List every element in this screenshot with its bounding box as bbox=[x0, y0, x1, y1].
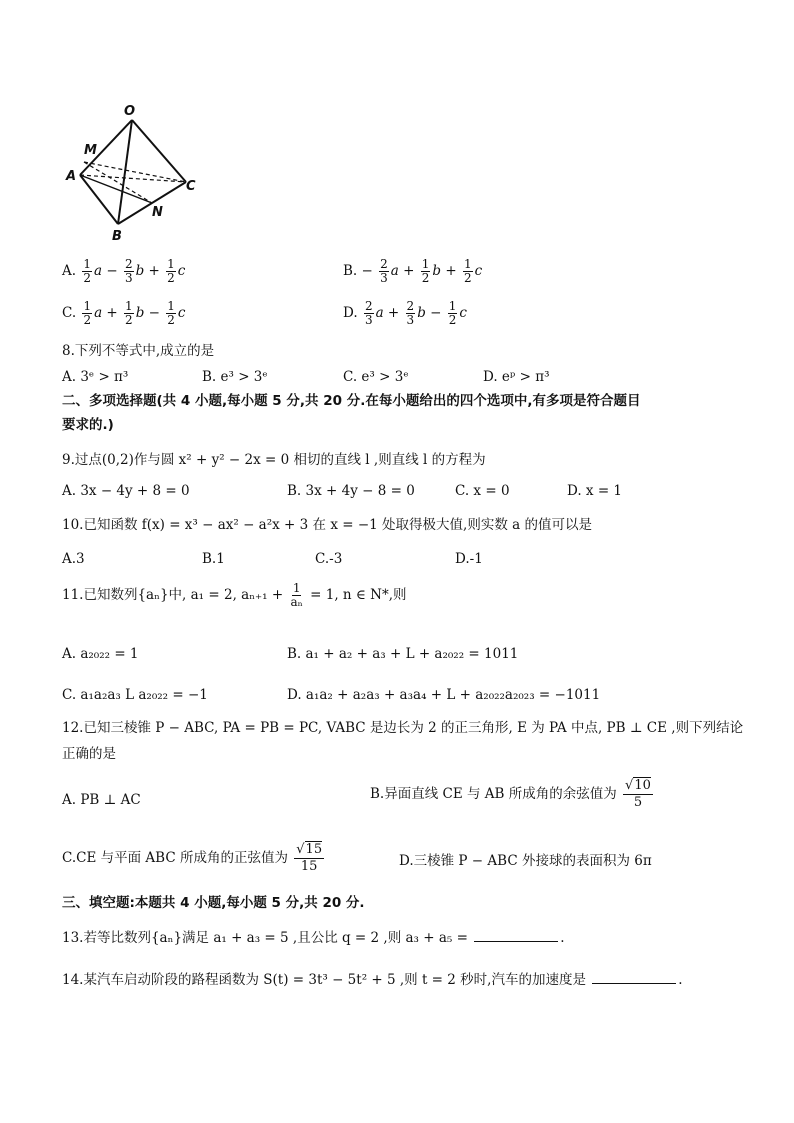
q7-option-a: A. $\frac{1}{2}$ a − $\frac{2}{3}$ b + $\frac{1}{2}$ c bbox=[62, 257, 186, 285]
label-A: A bbox=[66, 169, 77, 184]
q7-option-d: D. $\frac{2}{3}$ a + $\frac{2}{3}$ b − $\frac{1}{2}$ c bbox=[343, 299, 467, 327]
fraction: $\frac{1}{2}$ bbox=[448, 299, 457, 327]
q10-stem: 10.已知函数 f(x) = x³ − ax² − a²x + 3 在 x = −1 处取得极大值,则实数 a 的值可以是 bbox=[62, 517, 592, 533]
fraction: $\frac{2}{3}$ bbox=[380, 257, 388, 285]
q10-option-c: C.-3 bbox=[315, 551, 343, 567]
q7-option-c: C. $\frac{1}{2}$ a + $\frac{1}{2}$ b − $\frac{1}{2}$ c bbox=[62, 299, 186, 327]
q7-option-b-label: B. bbox=[343, 263, 358, 279]
fraction: $\frac{1}{2}$ bbox=[421, 257, 430, 285]
q12-option-c bbox=[62, 842, 324, 875]
q12-option-d: D.三棱锥 P − ABC 外接球的表面积为 6π bbox=[399, 853, 652, 869]
section-2-title-line2: 要求的.) bbox=[62, 417, 114, 433]
q14-stem-text: 14.某汽车启动阶段的路程函数为 S(t) = 3t³ − 5t² + 5 ,则 t = 2 秒时,汽车的加速度是 bbox=[62, 972, 586, 988]
label-N: N bbox=[152, 205, 163, 220]
q10-option-d: D.-1 bbox=[455, 551, 483, 567]
q14-stem bbox=[62, 970, 683, 989]
q12-stem-line2: 正确的是 bbox=[62, 746, 116, 762]
q7-option-a-label: A. bbox=[62, 263, 77, 279]
q12-option-c-den: 15 bbox=[300, 859, 318, 874]
q8-option-a: A. 3ᵉ > π³ bbox=[62, 369, 129, 385]
q11-stem-suffix: = 1, n ∈ N*,则 bbox=[310, 587, 407, 603]
fraction: $\frac{1}{2}$ bbox=[83, 299, 92, 327]
q13-stem-text: 13.若等比数列{aₙ}满足 a₁ + a₃ = 5 ,且公比 q = 2 ,则 a₃ + a₅ = bbox=[62, 930, 468, 946]
q13-end: . bbox=[560, 930, 565, 946]
label-C: C bbox=[186, 179, 196, 194]
q9-option-c: C. x = 0 bbox=[455, 483, 510, 499]
q7-option-c-label: C. bbox=[62, 305, 77, 321]
label-M: M bbox=[84, 143, 97, 158]
q12-option-b bbox=[370, 778, 653, 811]
q11-stem bbox=[62, 582, 407, 609]
section-3-title: 三、填空题:本题共 4 小题,每小题 5 分,共 20 分. bbox=[62, 895, 365, 911]
fraction: $\frac{1}{2}$ bbox=[167, 257, 175, 285]
fraction: $\frac{1}{2}$ bbox=[167, 299, 175, 327]
q7-option-b: B. − $\frac{2}{3}$ a + $\frac{1}{2}$ b + $\frac{1}{2}$ c bbox=[343, 257, 483, 285]
q9-option-d: D. x = 1 bbox=[567, 483, 623, 499]
q10-option-b: B.1 bbox=[202, 551, 225, 567]
q14-end: . bbox=[678, 972, 683, 988]
q11-option-d: D. a₁a₂ + a₂a₃ + a₃a₄ + L + a₂₀₂₂a₂₀₂₃ = −1011 bbox=[287, 687, 601, 703]
q11-stem-fraction bbox=[289, 582, 303, 609]
label-B: B bbox=[112, 229, 122, 244]
q8-option-d: D. eᵖ > π³ bbox=[483, 369, 550, 385]
fraction: $\frac{2}{3}$ bbox=[364, 299, 373, 327]
q11-option-c: C. a₁a₂a₃ L a₂₀₂₂ = −1 bbox=[62, 687, 208, 703]
q11-frac-num: 1 bbox=[292, 581, 301, 595]
q7-option-d-label: D. bbox=[343, 305, 358, 321]
q12-option-c-fraction: $\frac{√15}{15}$ bbox=[296, 842, 323, 874]
q12-option-c-text: C.CE 与平面 ABC 所成角的正弦值为 bbox=[62, 850, 288, 866]
q11-frac-den: aₙ bbox=[290, 595, 303, 609]
q12-stem-line1: 12.已知三棱锥 P − ABC, PA = PB = PC, VABC 是边长为 2 的正三角形, E 为 PA 中点, PB ⊥ CE ,则下列结论 bbox=[62, 720, 744, 736]
fraction: $\frac{1}{2}$ bbox=[463, 257, 472, 285]
q12-option-b-fraction: $\frac{√10}{5}$ bbox=[625, 778, 651, 810]
q11-option-b: B. a₁ + a₂ + a₃ + L + a₂₀₂₂ = 1011 bbox=[287, 646, 519, 662]
fraction: $\frac{2}{3}$ bbox=[124, 257, 133, 285]
section-2-title-line1: 二、多项选择题(共 4 小题,每小题 5 分,共 20 分.在每小题给出的四个选项中,有多项是符合题目 bbox=[62, 393, 641, 409]
fraction: $\frac{1}{2}$ bbox=[83, 257, 91, 285]
q10-option-a: A.3 bbox=[62, 551, 85, 567]
q8-stem: 8.下列不等式中,成立的是 bbox=[62, 343, 215, 359]
segment-MN-dashed bbox=[84, 162, 152, 203]
q12-option-b-text: B.异面直线 CE 与 AB 所成角的余弦值为 bbox=[370, 786, 617, 802]
q9-stem: 9.过点(0,2)作与圆 x² + y² − 2x = 0 相切的直线 l ,则直线 l 的方程为 bbox=[62, 452, 486, 468]
q9-option-a: A. 3x − 4y + 8 = 0 bbox=[62, 483, 190, 499]
q11-stem-prefix: 11.已知数列{aₙ}中, a₁ = 2, aₙ₊₁ + bbox=[62, 587, 284, 603]
fraction: $\frac{2}{3}$ bbox=[406, 299, 415, 327]
label-O: O bbox=[124, 104, 136, 119]
q12-option-b-num: 10 bbox=[634, 778, 651, 793]
q14-answer-blank[interactable] bbox=[592, 970, 676, 984]
q12-option-a: A. PB ⊥ AC bbox=[62, 792, 141, 808]
q12-option-b-den: 5 bbox=[633, 795, 643, 810]
tetrahedron-figure bbox=[62, 100, 212, 245]
q13-answer-blank[interactable] bbox=[474, 928, 558, 942]
q12-option-c-num: 15 bbox=[305, 842, 323, 857]
edge-OB bbox=[118, 120, 132, 224]
q13-stem bbox=[62, 928, 565, 947]
fraction: $\frac{1}{2}$ bbox=[125, 299, 133, 327]
q8-option-c: C. e³ > 3ᵉ bbox=[343, 369, 409, 385]
q11-option-a: A. a₂₀₂₂ = 1 bbox=[62, 646, 139, 662]
q8-option-b: B. e³ > 3ᵉ bbox=[202, 369, 268, 385]
q9-option-b: B. 3x + 4y − 8 = 0 bbox=[287, 483, 415, 499]
